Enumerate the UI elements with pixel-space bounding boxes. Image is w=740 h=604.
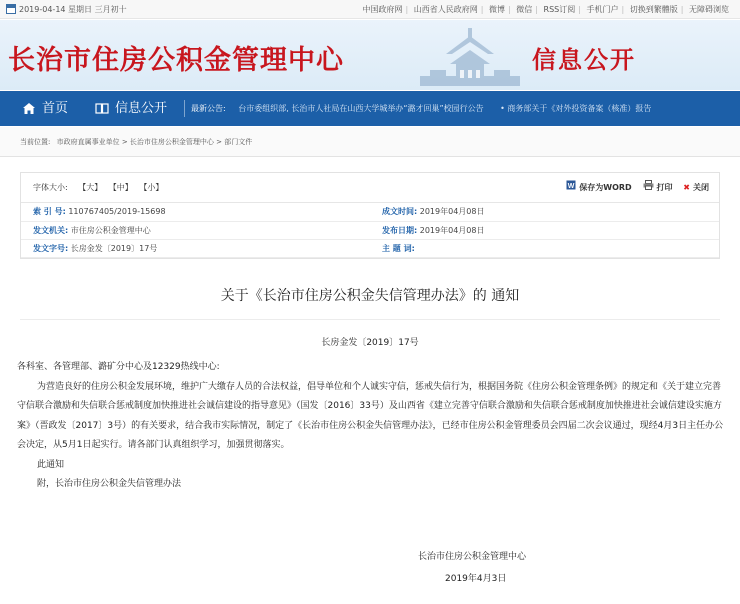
doc-number-value: 长房金发〔2019〕17号 [70,243,158,253]
issuer-label: 发文机关: [33,225,69,235]
table-row [21,203,719,221]
nav-info-disclosure[interactable]: 信息公开 [95,91,167,126]
signature-org: 长治市住房公积金管理中心 [418,552,527,562]
subject-label: 主 题 词: [382,243,415,253]
font-size-medium[interactable]: 【中】 [108,183,133,192]
site-title: 长治市住房公积金管理中心 [8,45,344,76]
nav-divider [184,100,185,117]
title-divider [20,319,720,320]
font-size-large[interactable]: 【大】 [78,183,103,192]
document-body [17,358,727,495]
table-row [21,239,719,257]
link-gov-cn[interactable]: 中国政府网 [362,5,403,14]
document-toolbar [21,173,719,203]
salutation: 各科室、各管理部、潞矿分中心及12329热线中心: [17,362,220,372]
doc-number-label: 发文字号: [33,243,69,253]
published-date-value: 2019年04月08日 [419,225,485,235]
signature-date: 2019年4月3日 [445,574,507,584]
info-disclosure-title: 信息公开 [532,46,636,74]
created-date-value: 2019年04月08日 [419,207,485,217]
book-icon [95,102,109,115]
nav-home[interactable]: 首页 [22,91,68,126]
close-icon: ✖ [683,183,690,192]
link-accessibility[interactable]: 无障碍浏览 [689,5,729,14]
breadcrumb-path[interactable]: 市政府直属事业单位 > 长治市住房公积金管理中心 > 部门文件 [56,138,253,146]
document-actions [558,173,709,203]
link-rss[interactable]: RSS订阅 [543,5,576,14]
link-wechat[interactable]: 微信 [516,5,533,14]
font-size-controls [33,173,167,203]
link-shanxi-gov[interactable]: 山西省人民政府网 [413,5,478,14]
announcement-label: 最新公告: [191,104,226,113]
link-mobile[interactable]: 手机门户 [586,5,619,14]
home-icon [22,102,36,115]
font-size-label: 字体大小: [33,183,68,192]
announcement-item[interactable]: 台市委组织部, 长治市人社局在山西大学城举办“潞才回巢”校园行公告 [238,104,484,113]
link-traditional[interactable]: 切换到繁體版 [629,5,678,14]
site-banner [0,20,740,90]
closing-line: 此通知 [37,459,65,470]
breadcrumb-label: 当前位置: [20,138,51,146]
word-icon [566,173,576,203]
svg-text:W: W [567,183,575,190]
main-paragraph: 为营造良好的住房公积金发展环境，维护广大缴存人员的合法权益，倡导单位和个人诚实守信，惩戒失信行为，根据国务院《住房公积金管理条例》的规定和《关于建立完善守信联合激励和失信联合惩戒制度加快推进社会诚信建设的指导意见》（国发〔2016〕33号）及山西省《建立完善守信联合激励和失信联合惩戒制度加快推进社会诚信建设实施方案》（晋政发〔2017〕3号）的有关要求，结合我市实际情况，制定了《长治市住房公积金失信管理办法》，已经市住房公积金管理委员会四届二次会议通过，现经4月3日主任办公会决定，从5月1日起实行。请各部门认真组织学习，加强贯彻落实。 [17,381,724,450]
attachment-line: 附，长治市住房公积金失信管理办法 [37,479,182,489]
print-button[interactable]: 打印 [643,173,673,203]
issuer-value: 市住房公积金管理中心 [70,225,151,235]
document-title: 关于《长治市住房公积金失信管理办法》的 通知 [220,288,520,304]
current-date: 2019-04-14 星期日 三月初十 [6,0,127,19]
document-info-card [20,172,720,259]
font-size-small[interactable]: 【小】 [139,183,164,192]
link-weibo[interactable]: 微博 [489,5,506,14]
printer-icon [643,173,654,203]
table-row [21,221,719,239]
breadcrumb [0,127,740,157]
document-metadata-table [21,203,719,258]
document-number: 长房金发〔2019〕17号 [321,338,419,348]
top-utility-bar [0,0,740,19]
announcement-item[interactable]: • 商务部关于《对外投资备案（核准）报告 [500,104,652,113]
calendar-icon [6,4,16,14]
utility-links: 中国政府网 | 山西省人民政府网 | 微博 | 微信 | RSS订阅 | 手机门户 | 切换到繁體版 | 无障碍浏览 [360,0,732,19]
index-value: 110767405/2019-15698 [68,207,166,217]
published-date-label: 发布日期: [382,225,418,235]
created-date-label: 成文时间: [382,207,418,217]
close-button[interactable]: ✖ 关闭 [683,173,709,203]
temple-illustration [410,24,530,90]
announcement-ticker [191,91,740,126]
save-word-button[interactable]: W 保存为WORD [566,173,631,203]
main-nav [0,91,740,126]
index-label: 索 引 号: [33,207,66,217]
